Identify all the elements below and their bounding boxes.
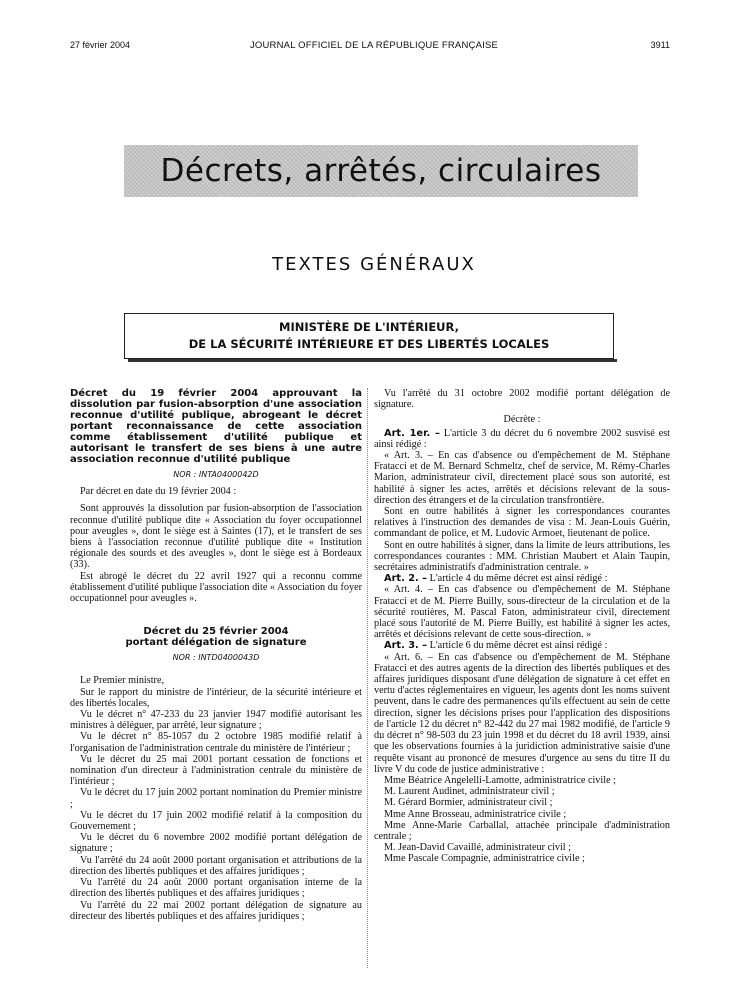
name-list-item: M. Jean-David Cavaillé, administrateur civil ;: [384, 842, 572, 854]
decree-1-nor: NOR : INTA0400042D: [173, 470, 259, 479]
decree-2-para: Vu le décret n° 85-1057 du 2 octobre 1985 modifié relatif à l'organisation de l'administration centrale du ministère de l'intérieur ;: [70, 731, 362, 754]
ministry-box-shadow: [128, 359, 617, 362]
article-2-quote: « Art. 4. – En cas d'absence ou d'empêchement de M. Stéphane Fratacci et de M. Pierre Builly, sous-directeur de la circulation et de la sécurité routières, M. Pascal Faton, administrateur civil, directement placé sous l'autorité de M. Pierre Builly, est habilité à signer les actes, arrêtés et décisions relevant de cette sous-direction. »: [374, 584, 670, 641]
decree-2-para: Vu le décret du 25 mai 2001 portant cessation de fonctions et nomination d'un directeur à l'administration centrale du ministère de l'intérieur ;: [70, 753, 362, 788]
article-1-quote: Sont en outre habilités à signer, dans la limite de leurs attributions, les correspondances courantes : MM. Christian Maubert et Alain Taupin, secrétaires administratifs d'administration centrale. »: [374, 539, 670, 574]
decree-2-title: Décret du 25 février 2004: [143, 626, 289, 638]
article-3: [374, 640, 670, 651]
article-3-text: L'article 6 du même décret est ainsi rédigé :: [429, 640, 608, 652]
ministry-box: [124, 313, 614, 359]
decree-2-para: Vu le décret du 17 juin 2002 modifié relatif à la composition du Gouvernement ;: [70, 809, 362, 833]
column-divider: [367, 388, 368, 968]
decree-2-para: Vu le décret du 6 novembre 2002 modifié portant délégation de signature ;: [70, 832, 362, 855]
name-list-item: Mme Anne Brosseau, administratrice civile ;: [384, 808, 567, 820]
section-title: TEXTES GÉNÉRAUX: [272, 254, 476, 275]
decree-2-para: Vu l'arrêté du 24 août 2000 portant organisation et attributions de la direction des libertés publiques et des affaires juridiques ;: [70, 854, 362, 877]
right-para: Vu l'arrêté du 31 octobre 2002 modifié portant délégation de signature.: [374, 388, 670, 411]
article-1-quote: Sont en outre habilités à signer les correspondances courantes relatives à l'instruction des demandes de visa : M. Jean-Louis Guérin, commandant de police, et M. Ludovic Armoet, lieutenant de police.: [374, 506, 670, 540]
ministry-line-2: DE LA SÉCURITÉ INTÉRIEURE ET DES LIBERTÉS LOCALES: [188, 337, 550, 351]
header-journal-title: JOURNAL OFFICIEL DE LA RÉPUBLIQUE FRANÇAISE: [249, 40, 499, 51]
decree-2-para: Vu le décret du 17 juin 2002 portant nomination du Premier ministre ;: [70, 787, 362, 810]
decree-2-para: Le Premier ministre,: [80, 675, 165, 687]
decree-2-para: Vu l'arrêté du 24 août 2000 portant organisation interne de la direction des libertés publiques et des affaires juridiques ;: [70, 877, 362, 900]
name-list-item: Mme Béatrice Angelelli-Lamotte, administratrice civile ;: [384, 774, 616, 786]
ministry-line-1: MINISTÈRE DE L'INTÉRIEUR,: [279, 320, 459, 334]
name-list-item: Mme Pascale Compagnie, administratrice civile ;: [384, 853, 585, 865]
article-1-text: L'article 3 du décret du 6 novembre 2002 susvisé est ainsi rédigé :: [374, 427, 671, 450]
decree-2-subtitle: portant délégation de signature: [125, 637, 307, 649]
left-column: [70, 388, 362, 922]
header-date: 27 février 2004: [70, 40, 131, 50]
running-header: [0, 40, 748, 54]
article-2: [374, 573, 670, 584]
banner: [124, 145, 638, 197]
decree-1-para: Par décret en date du 19 février 2004 :: [80, 486, 237, 498]
name-list-item: M. Gérard Bormier, administrateur civil ;: [384, 797, 553, 809]
right-column: [374, 388, 670, 865]
decree-2-para: Vu le décret n° 47-233 du 23 janvier 1947 modifié autorisant les ministres à déléguer, par arrêté, leur signature ;: [70, 709, 362, 732]
decree-2-para: Vu l'arrêté du 22 mai 2002 portant délégation de signature au directeur des libertés publiques et des affaires juridiques ;: [70, 899, 362, 922]
decree-1-para: Est abrogé le décret du 22 avril 1927 qui a reconnu comme établissement d'utilité publique l'association dite « Association du foyer occupationnel pour aveugles ».: [70, 570, 362, 605]
name-list-item: Mme Anne-Marie Carballal, attachée principale d'administration centrale ;: [374, 819, 670, 842]
decree-1-para: Sont approuvés la dissolution par fusion-absorption de l'association reconnue d'utilité publique dite « Association du foyer occupationnel pour aveugles », dont le siège est à Saintes (17), et le transfert de ses biens à l'association reconnue d'utilité publique dite « Institution régionale des sourds et des aveugles », dont le siège est à Bordeaux (33).: [70, 503, 362, 571]
banner-title: Décrets, arrêtés, circulaires: [160, 153, 602, 189]
article-2-text: L'article 4 du même décret est ainsi rédigé :: [429, 573, 608, 585]
article-2-label: Art. 2. –: [384, 573, 428, 585]
name-list-item: M. Laurent Audinet, administrateur civil ;: [384, 786, 555, 798]
article-3-quote: « Art. 6. – En cas d'absence ou d'empêchement de M. Stéphane Fratacci et des autres agents de la direction des libertés publiques et des affaires juridiques disposant d'une délégation de signature à cet effet en vertu d'actes réglementaires en vigueur, les agents dont les noms suivent peuvent, dans le cadre des permanences qu'ils effectuent au sein de cette direction, signer les décisions prises pour l'application des dispositions de l'article 12 du décret n° 82-442 du 27 mai 1982 modifié, de l'article 9 du décret n° 98-503 du 23 juin 1998 et du décret du 18 avril 1939, ainsi que les observations fournies à la juridiction administrative saisie d'une requête visant au prononcé de mesures d'urgence au sens du titre II du livre V du code de justice administrative :: [374, 651, 670, 775]
decree-1-title: Décret du 19 février 2004 approuvant la dissolution par fusion-absorption d'une association reconnue d'utilité publique, abrogeant le décret portant reconnaissance de cette association comme établissement d'utilité publique et autorisant le transfert de ses biens à une autre association reconnue d'utilité publique: [70, 388, 362, 465]
article-1-quote: « Art. 3. – En cas d'absence ou d'empêchement de M. Stéphane Fratacci et de M. Bernard Schmeltz, chef de service, M. Rémy-Charles Marion, administrateur civil, directement placé sous son autorité, est habilité à signer les actes, arrêtés et décisions relevant de la sous-direction des étrangers et de la circulation transfrontière.: [374, 450, 670, 506]
article-1-label: Art. 1er. –: [384, 427, 440, 439]
decree-2-nor: NOR : INTD0400043D: [172, 653, 260, 663]
header-page-number: 3911: [650, 40, 670, 50]
article-3-label: Art. 3. –: [384, 640, 428, 652]
decrete-heading: Décrète :: [503, 414, 541, 426]
decree-2-para: Sur le rapport du ministre de l'intérieur, de la sécurité intérieure et des libertés locales,: [70, 686, 362, 709]
article-1: [374, 428, 670, 450]
